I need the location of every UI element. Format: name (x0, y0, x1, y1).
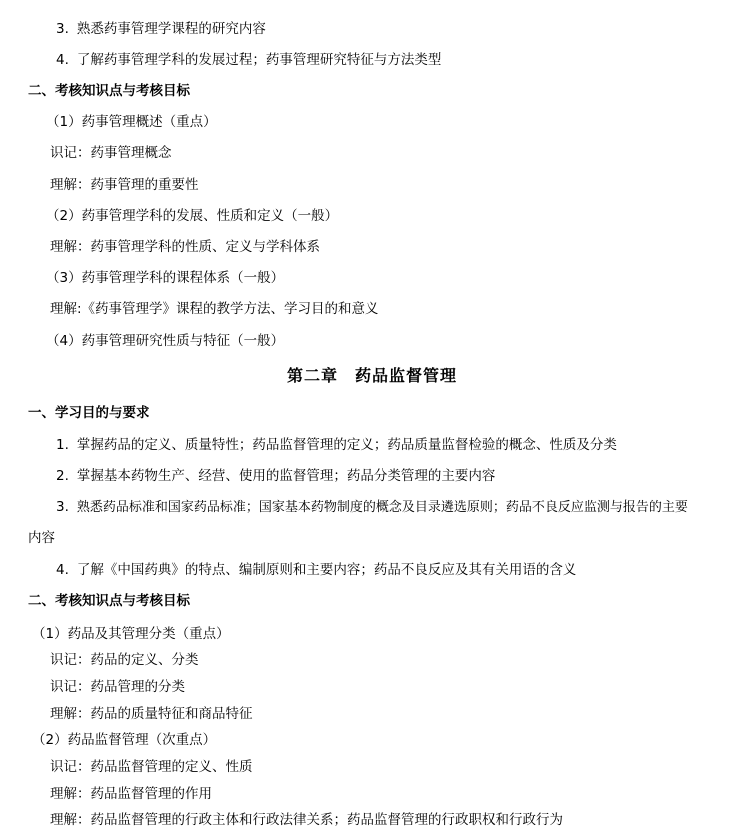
section-heading: 二、考核知识点与考核目标 (28, 83, 190, 99)
objective-line: 识记：药品的定义、分类 (50, 652, 199, 668)
objective-line: 识记：药事管理概念 (50, 145, 172, 161)
objective-line: 理解：药事管理学科的性质、定义与学科体系 (50, 239, 320, 255)
knowledge-point: （2）药品监督管理（次重点） (32, 732, 217, 748)
list-item (56, 436, 617, 454)
list-item (56, 51, 441, 69)
list-item (56, 498, 688, 517)
list-number: 4. (56, 562, 69, 578)
list-text: 熟悉药品标准和国家药品标准；国家基本药物制度的概念及目录遴选原则；药品不良反应监测与报告的主要 (76, 500, 688, 515)
objective-line: 理解：药事管理的重要性 (50, 177, 199, 193)
list-number: 3. (56, 21, 69, 37)
list-number: 2. (56, 468, 69, 484)
list-item (56, 20, 266, 38)
list-number: 1. (56, 437, 69, 453)
list-text: 掌握药品的定义、质量特性；药品监督管理的定义；药品质量监督检验的概念、性质及分类 (76, 437, 617, 453)
objective-line: 理解：药品监督管理的行政主体和行政法律关系；药品监督管理的行政职权和行政行为 (50, 812, 563, 828)
list-number: 4. (56, 52, 69, 68)
list-item (56, 467, 495, 485)
list-text: 了解《中国药典》的特点、编制原则和主要内容；药品不良反应及其有关用语的含义 (76, 562, 577, 578)
list-item-continuation: 内容 (28, 530, 55, 546)
knowledge-point: （3）药事管理学科的课程体系（一般） (46, 270, 285, 286)
objective-line: 理解：药品的质量特征和商品特征 (50, 706, 253, 722)
objective-line: 理解：药品监督管理的作用 (50, 786, 212, 802)
knowledge-point: （1）药品及其管理分类（重点） (32, 626, 230, 642)
list-text: 了解药事管理学科的发展过程；药事管理研究特征与方法类型 (76, 52, 442, 68)
section-heading: 二、考核知识点与考核目标 (28, 593, 190, 609)
objective-line: 理解:《药事管理学》课程的教学方法、学习目的和意义 (50, 301, 379, 317)
knowledge-point: （4）药事管理研究性质与特征（一般） (46, 333, 285, 349)
knowledge-point: （1）药事管理概述（重点） (46, 114, 217, 130)
list-number: 3. (56, 499, 69, 515)
objective-line: 识记：药品管理的分类 (50, 679, 185, 695)
list-item (56, 561, 576, 579)
list-text: 掌握基本药物生产、经营、使用的监督管理；药品分类管理的主要内容 (76, 468, 496, 484)
chapter-title: 第二章 药品监督管理 (287, 366, 458, 385)
objective-line: 识记：药品监督管理的定义、性质 (50, 759, 253, 775)
knowledge-point: （2）药事管理学科的发展、性质和定义（一般） (46, 208, 339, 224)
list-text: 熟悉药事管理学课程的研究内容 (76, 21, 266, 37)
section-heading: 一、学习目的与要求 (28, 405, 150, 421)
